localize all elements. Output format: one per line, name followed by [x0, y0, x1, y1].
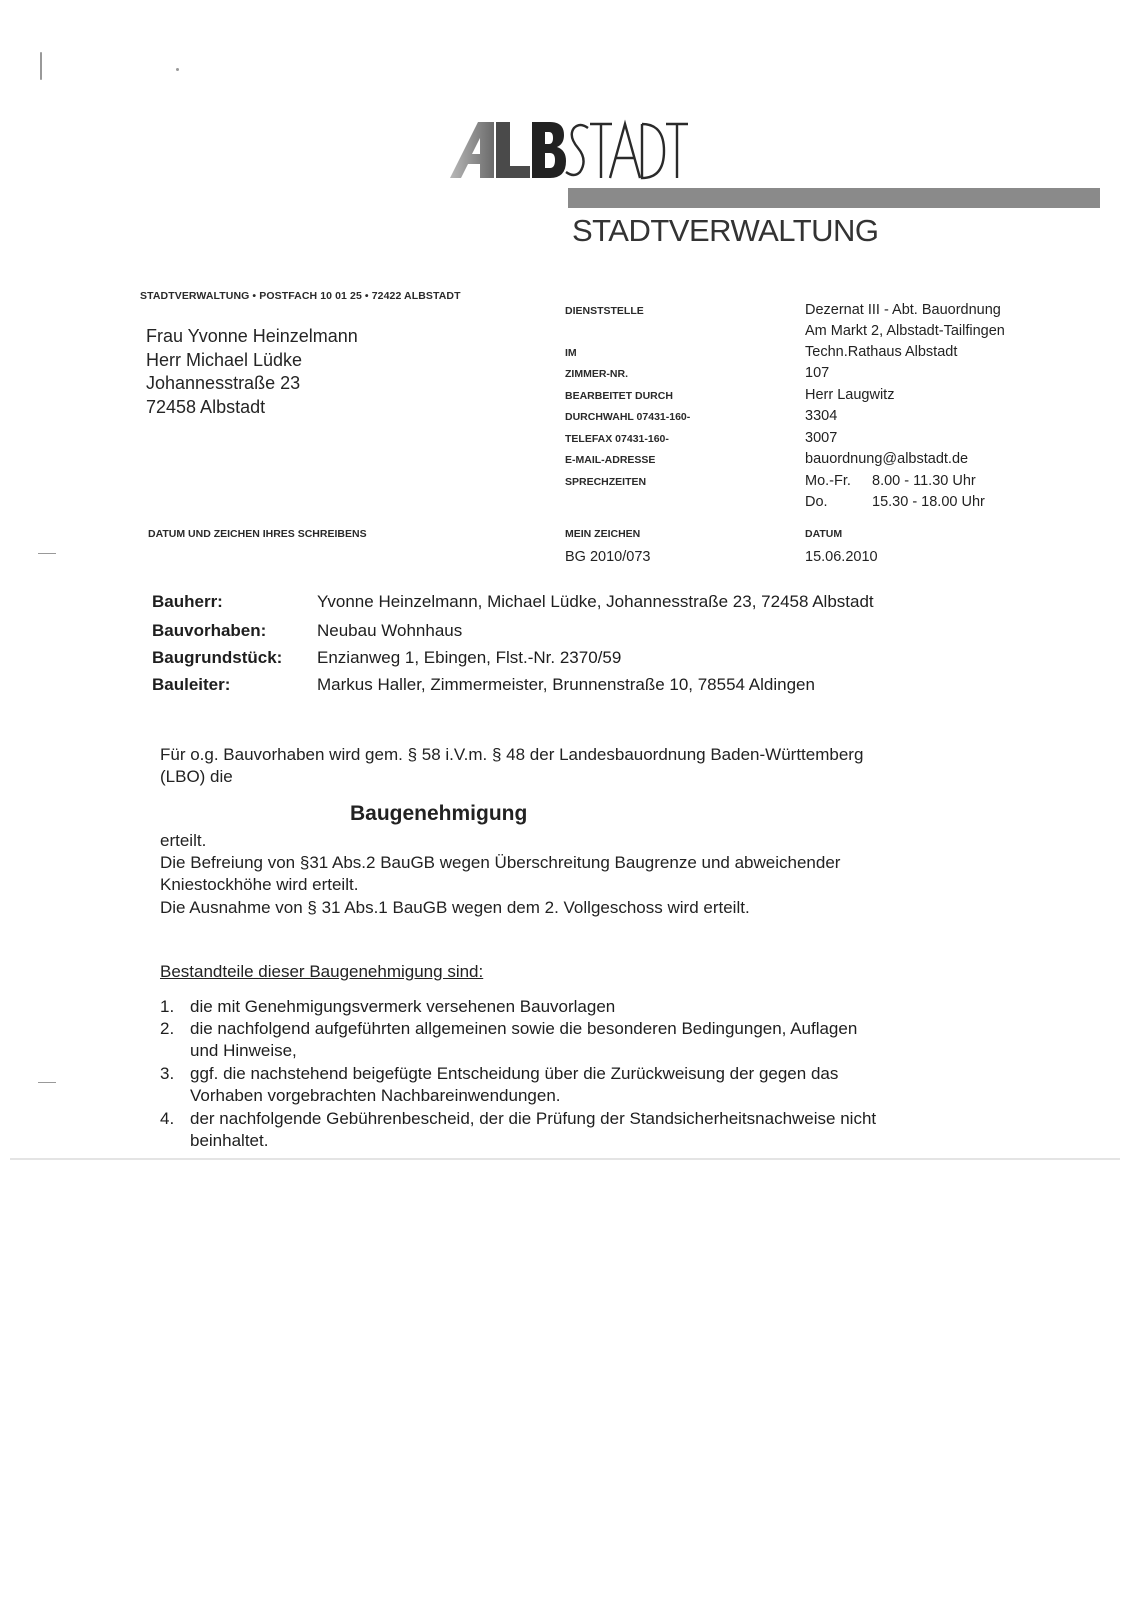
dienststelle-label: DIENSTSTELLE [565, 305, 644, 317]
list-number: 4. [160, 1109, 175, 1128]
erteilt-text: erteilt. [160, 831, 207, 850]
zimmer-value: 107 [805, 365, 830, 381]
bestandteile-heading: Bestandteile dieser Baugenehmigung sind: [160, 962, 484, 981]
scan-artifact-line [10, 1158, 1120, 1160]
im-value: Techn.Rathaus Albstadt [805, 344, 958, 360]
detail-value: Yvonne Heinzelmann, Michael Lüdke, Johannesstraße 23, 72458 Albstadt [317, 592, 874, 611]
mein-zeichen-value: BG 2010/073 [565, 549, 651, 565]
recipient-line: Frau Yvonne Heinzelmann [146, 326, 358, 346]
sender-return-address: STADTVERWALTUNG • POSTFACH 10 01 25 • 72422 ALBSTADT [140, 290, 461, 302]
bearbeitet-label: BEARBEITET DURCH [565, 390, 673, 402]
ihr-zeichen-label: DATUM UND ZEICHEN IHRES SCHREIBENS [148, 528, 367, 540]
intro-line-1: Für o.g. Bauvorhaben wird gem. § 58 i.V.m. § 48 der Landesbauordnung Baden-Württemberg [160, 745, 864, 764]
intro-line-2: (LBO) die [160, 767, 233, 786]
befreiung-line-1: Die Befreiung von §31 Abs.2 BauGB wegen Überschreitung Baugrenze und abweichender [160, 853, 841, 872]
list-line: die nachfolgend aufgeführten allgemeinen sowie die besonderen Bedingungen, Auflagen [190, 1019, 858, 1038]
dienststelle-value: Dezernat III - Abt. Bauordnung [805, 302, 1001, 318]
albstadt-logo [450, 118, 690, 180]
bearbeitet-value: Herr Laugwitz [805, 387, 895, 403]
sprechzeiten-time2: 15.30 - 18.00 Uhr [872, 494, 985, 510]
mein-zeichen-label: MEIN ZEICHEN [565, 528, 641, 540]
telefax-label: TELEFAX 07431-160- [565, 433, 669, 445]
scan-artifact-dash [38, 553, 56, 554]
detail-label: Bauvorhaben: [152, 621, 267, 640]
scan-artifact-mark [40, 52, 42, 80]
ausnahme-text: Die Ausnahme von § 31 Abs.1 BauGB wegen dem 2. Vollgeschoss wird erteilt. [160, 898, 750, 917]
detail-value: Neubau Wohnhaus [317, 621, 463, 640]
zimmer-label: ZIMMER-NR. [565, 368, 628, 380]
list-line: Vorhaben vorgebrachten Nachbareinwendungen. [190, 1086, 561, 1105]
datum-label: DATUM [805, 528, 843, 540]
list-text [190, 996, 990, 1018]
detail-label: Baugrundstück: [152, 648, 283, 667]
sprechzeiten-day1: Mo.-Fr. [805, 473, 851, 489]
list-text [190, 1108, 990, 1152]
detail-value: Enzianweg 1, Ebingen, Flst.-Nr. 2370/59 [317, 648, 622, 667]
dienststelle-address: Am Markt 2, Albstadt-Tailfingen [805, 323, 1005, 339]
email-value[interactable]: bauordnung@albstadt.de [805, 451, 969, 467]
detail-value: Markus Haller, Zimmermeister, Brunnenstraße 10, 78554 Aldingen [317, 675, 815, 694]
email-label: E-MAIL-ADRESSE [565, 454, 656, 466]
durchwahl-value: 3304 [805, 408, 838, 424]
durchwahl-label: DURCHWAHL 07431-160- [565, 411, 691, 423]
recipient-address [146, 325, 358, 419]
sprechzeiten-label: SPRECHZEITEN [565, 476, 647, 488]
baugenehmigung-heading: Baugenehmigung [350, 802, 528, 825]
list-line: ggf. die nachstehend beigefügte Entscheidung über die Zurückweisung der gegen das [190, 1064, 839, 1083]
recipient-line: Herr Michael Lüdke [146, 349, 303, 370]
datum-value: 15.06.2010 [805, 549, 878, 565]
list-line: beinhaltet. [190, 1131, 269, 1150]
recipient-line: Johannesstraße 23 [146, 373, 301, 393]
im-label: IM [565, 347, 577, 359]
sprechzeiten-day2: Do. [805, 494, 828, 510]
list-line: der nachfolgende Gebührenbescheid, der die Prüfung der Standsicherheitsnachweise nicht [190, 1109, 877, 1128]
detail-label: Bauherr: [152, 592, 223, 611]
scan-artifact-dash [38, 1082, 56, 1083]
list-number: 2. [160, 1019, 175, 1038]
header-title: STADTVERWALTUNG [572, 213, 879, 248]
list-number: 3. [160, 1064, 175, 1083]
list-text [190, 1063, 990, 1107]
list-text [190, 1018, 990, 1062]
scan-artifact-dot [176, 68, 179, 71]
sprechzeiten-time1: 8.00 - 11.30 Uhr [872, 473, 976, 489]
detail-label: Bauleiter: [152, 675, 231, 694]
recipient-line: 72458 Albstadt [146, 396, 266, 417]
telefax-value: 3007 [805, 430, 838, 446]
list-line: die mit Genehmigungsvermerk versehenen Bauvorlagen [190, 997, 616, 1016]
list-number: 1. [160, 997, 175, 1016]
befreiung-line-2: Kniestockhöhe wird erteilt. [160, 875, 359, 894]
brand-bar [568, 188, 1100, 208]
list-line: und Hinweise, [190, 1041, 297, 1060]
